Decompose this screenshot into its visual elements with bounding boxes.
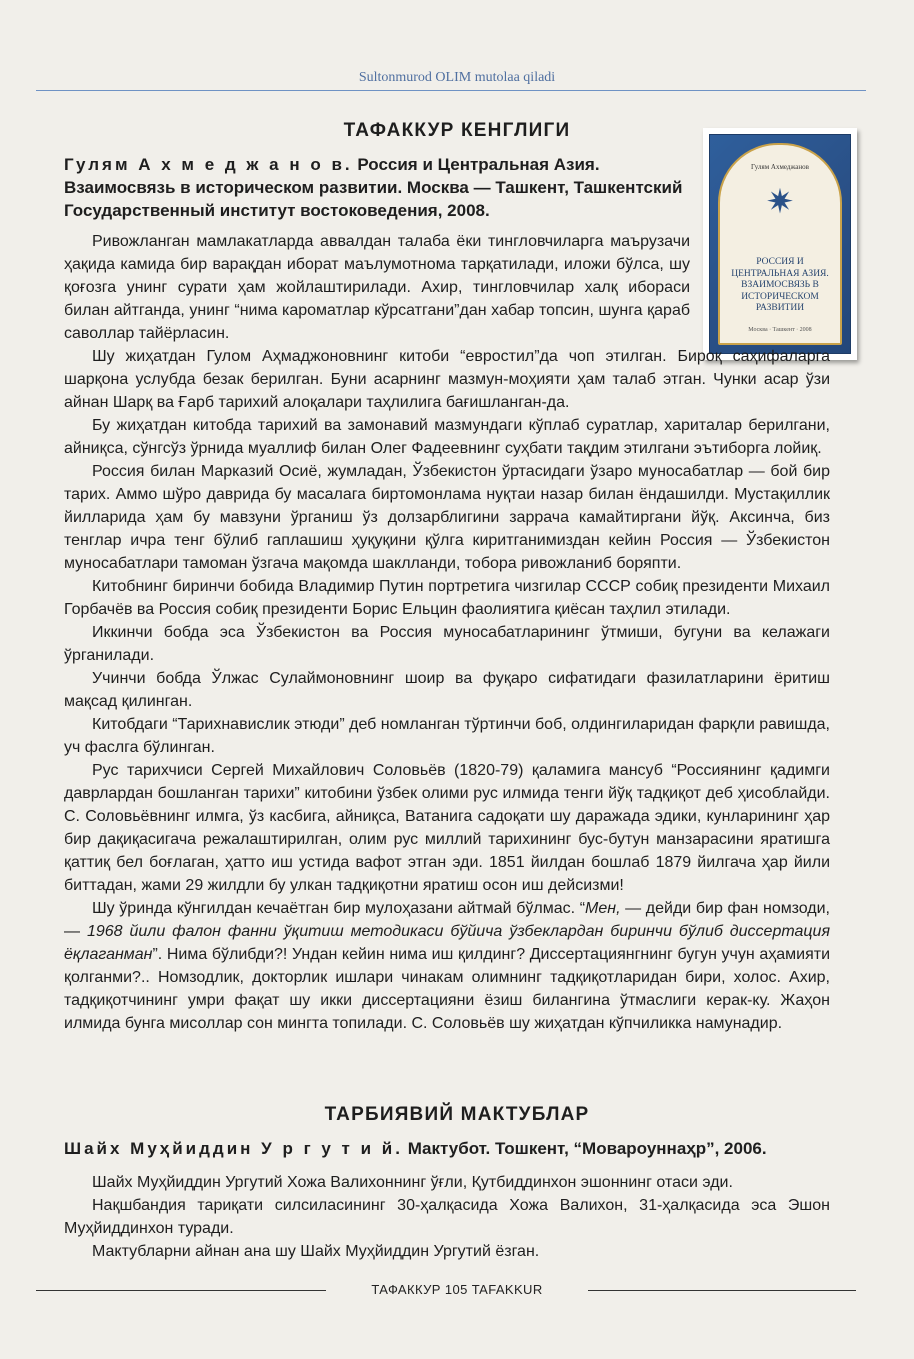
quote-tail: ”. Нима бўлибди?! Ундан кейин нима иш қилдинг? Диссертациянгнинг бугун учун аҳамияти қолганми?.. Номзодлик, докторлик ишлари чинакам олимнинг тадқиқотларидан бири, холос. Ахир, тадқиқотчининг умри фақат шу икки диссертацияни ёзиш билангина ўтмаслиги керак-ку. Жаҳон илмида бунга мисоллар сон мингта топилади. С. Соловьёв шу жиҳатдан кўпчиликка намунадир. (64, 946, 830, 1032)
paragraph: Шайх Муҳйиддин Ургутий Хожа Валихоннинг ўғли, Қутбиддинхон эшоннинг отаси эди. (92, 1174, 733, 1191)
paragraph: Бу жиҳатдан китобда тарихий ва замонавий мазмундаги кўплаб суратлар, хариталар берилгани, айниқса, сўнгсўз ўрнида муаллиф билан Олег Фадеевнинг суҳбати тақдим этилгани эътиборга лойиқ. (64, 417, 830, 457)
quote-italic: 1968 йили фалон фанни ўқитиш методикаси бўйича ўзбеклардан биринчи бўлиб диссертация ёқлаганман (64, 923, 830, 963)
book-reference (64, 153, 704, 222)
paragraph: Учинчи бобда Ўлжас Сулаймоновнинг шоир ва фуқаро сифатидаги фазилатларини ёритиш мақсад қилинган. (64, 670, 830, 710)
quote-mid: — дейди бир фан номзоди, — (64, 900, 831, 940)
paragraph: Шу жиҳатдан Гулом Аҳмаджоновнинг китоби “евростил”да чоп этилган. Бироқ саҳифаларга шарқона услубда безак берилган. Буни асарнинг мазмун-моҳияти ҳам талаб этган. Чунки асар ўзи айнан Шарқ ва Ғарб тарихий алоқалари таҳлилига бағишланган-да. (64, 348, 830, 411)
paragraph: Китобнинг биринчи бобида Владимир Путин портретига чизгилар СССР собиқ президенти Михаил Горбачёв ва Россия собиқ президенти Борис Ельцин фаолиятига қиёсан таҳлил этилади. (64, 578, 830, 618)
reference-details: Мактубот. Тошкент, “Мовароуннаҳр”, 2006. (407, 1139, 767, 1158)
book-reference (64, 1137, 844, 1160)
page-number-label: ТАФАККУР 105 TAFAKKUR (363, 1282, 550, 1297)
paragraph: Ривожланган мамлакатларда аввалдан талаба ёки тингловчиларга маърузачи ҳақида камида бир варақдан иборат маълумотнома тарқатилади, иложи бўлса, шу қоғозга унинг сурати ҳам жойлаштирилади. Ахир, тингловчилар халқ ибораси билан айтганда, унинг “нима кароматлар кўрсатгани”дан хабар топсин, шунга қараб саволлар тайёрласин. (64, 233, 690, 342)
paragraph: Россия билан Марказий Осиё, жумладан, Ўзбекистон ўртасидаги ўзаро муносабатлар — бой бир тарих. Аммо шўро даврида бу масалага биртомонлама нуқтаи назар билан ёндашилди. Мустақиллик йилларида ҳам бу мавзуни ўрганиш ўз долзарблигини заррача камайтиргани йўқ. Аксинча, биз тенглар ичра тенг бўлиб гаплашиш ҳуқуқини қўлга киритганимиздан кейин Россия — Ўзбекистон муносабатлари тамоман ўзгача мақомда шаклланди, тобора ривожланиб боряпти. (64, 463, 830, 572)
quote-lead: Шу ўринда кўнгилдан кечаётган бир мулоҳазани айтмай бўлмас. “ (92, 900, 586, 917)
header-rule (36, 90, 866, 91)
reference-author: Шайх Муҳйиддин У р г у т и й. (64, 1139, 403, 1158)
paragraph: Китобдаги “Тарихнавислик этюди” деб номланган тўртинчи боб, олдингиларидан фарқли равишда, уч фаслга бўлинган. (64, 716, 830, 756)
paragraph: Иккинчи бобда эса Ўзбекистон ва Россия муносабатларининг ўтмиши, бугуни ва келажаги ўрганилади. (64, 624, 830, 664)
reference-author: Гулям А х м е д ж а н о в. (64, 155, 353, 174)
paragraph: Рус тарихчиси Сергей Михайлович Соловьёв (1820-79) қаламига мансуб “Россиянинг қадимги даврлардан бошланган тарихи” китобини ўзбек олими рус илмида тенги йўқ тадқиқот деб ҳисоблайди. С. Соловьёвнинг илмга, ўз касбига, айниқса, Ватанига садоқати шу даражада эдики, кунларининг ҳар бир дақиқасигача режалаштирилган, олим рус миллий тарихининг бус-бутун манзарасини яратишга қаттиқ бел боғлаган, ҳатто иш устида вафот этган эди. 1851 йилдан бошлаб 1879 йилгача ҳар йили биттадан, жами 29 жилдли бу улкан тадқиқотни яратиш осон иш дейсизми! (64, 762, 830, 894)
book-cover-author: Гулям Ахмеджанов (751, 163, 809, 171)
quote-italic: Мен, (585, 900, 621, 917)
running-title: Sultonmurod OLIM mutolaa qiladi (358, 70, 556, 85)
eight-point-star-icon: ✷ (765, 183, 795, 221)
reference-details: Россия и Центральная Азия. Взаимосвязь в историческом развитии. Москва — Ташкент, Ташкентский Государственный институт востоковедения, 2008. (64, 155, 683, 220)
section-title-tafakkur-kengligi: ТАФАККУР КЕНГЛИГИ (343, 120, 571, 141)
paragraph: Нақшбандия тариқати силсиласининг 30-ҳалқасида Хожа Валихон, 31-ҳалқасида эса Эшон Муҳйиддинхон туради. (64, 1197, 830, 1237)
page-footer (0, 1282, 914, 1297)
article-body (64, 1171, 830, 1263)
book-cover-title: РОССИЯ И ЦЕНТРАЛЬНАЯ АЗИЯ. ВЗАИМОСВЯЗЬ В ИСТОРИЧЕСКОМ РАЗВИТИИ (731, 257, 829, 313)
paragraph: Мактубларни айнан ана шу Шайх Муҳйиддин Ургутий ёзган. (92, 1243, 540, 1260)
section-title-tarbiyaviy-maktublar: ТАРБИЯВИЙ МАКТУБЛАР (324, 1104, 590, 1125)
book-cover-publisher: Москва · Ташкент · 2008 (748, 327, 812, 333)
article-body (64, 230, 830, 1035)
paragraph (64, 897, 830, 1035)
